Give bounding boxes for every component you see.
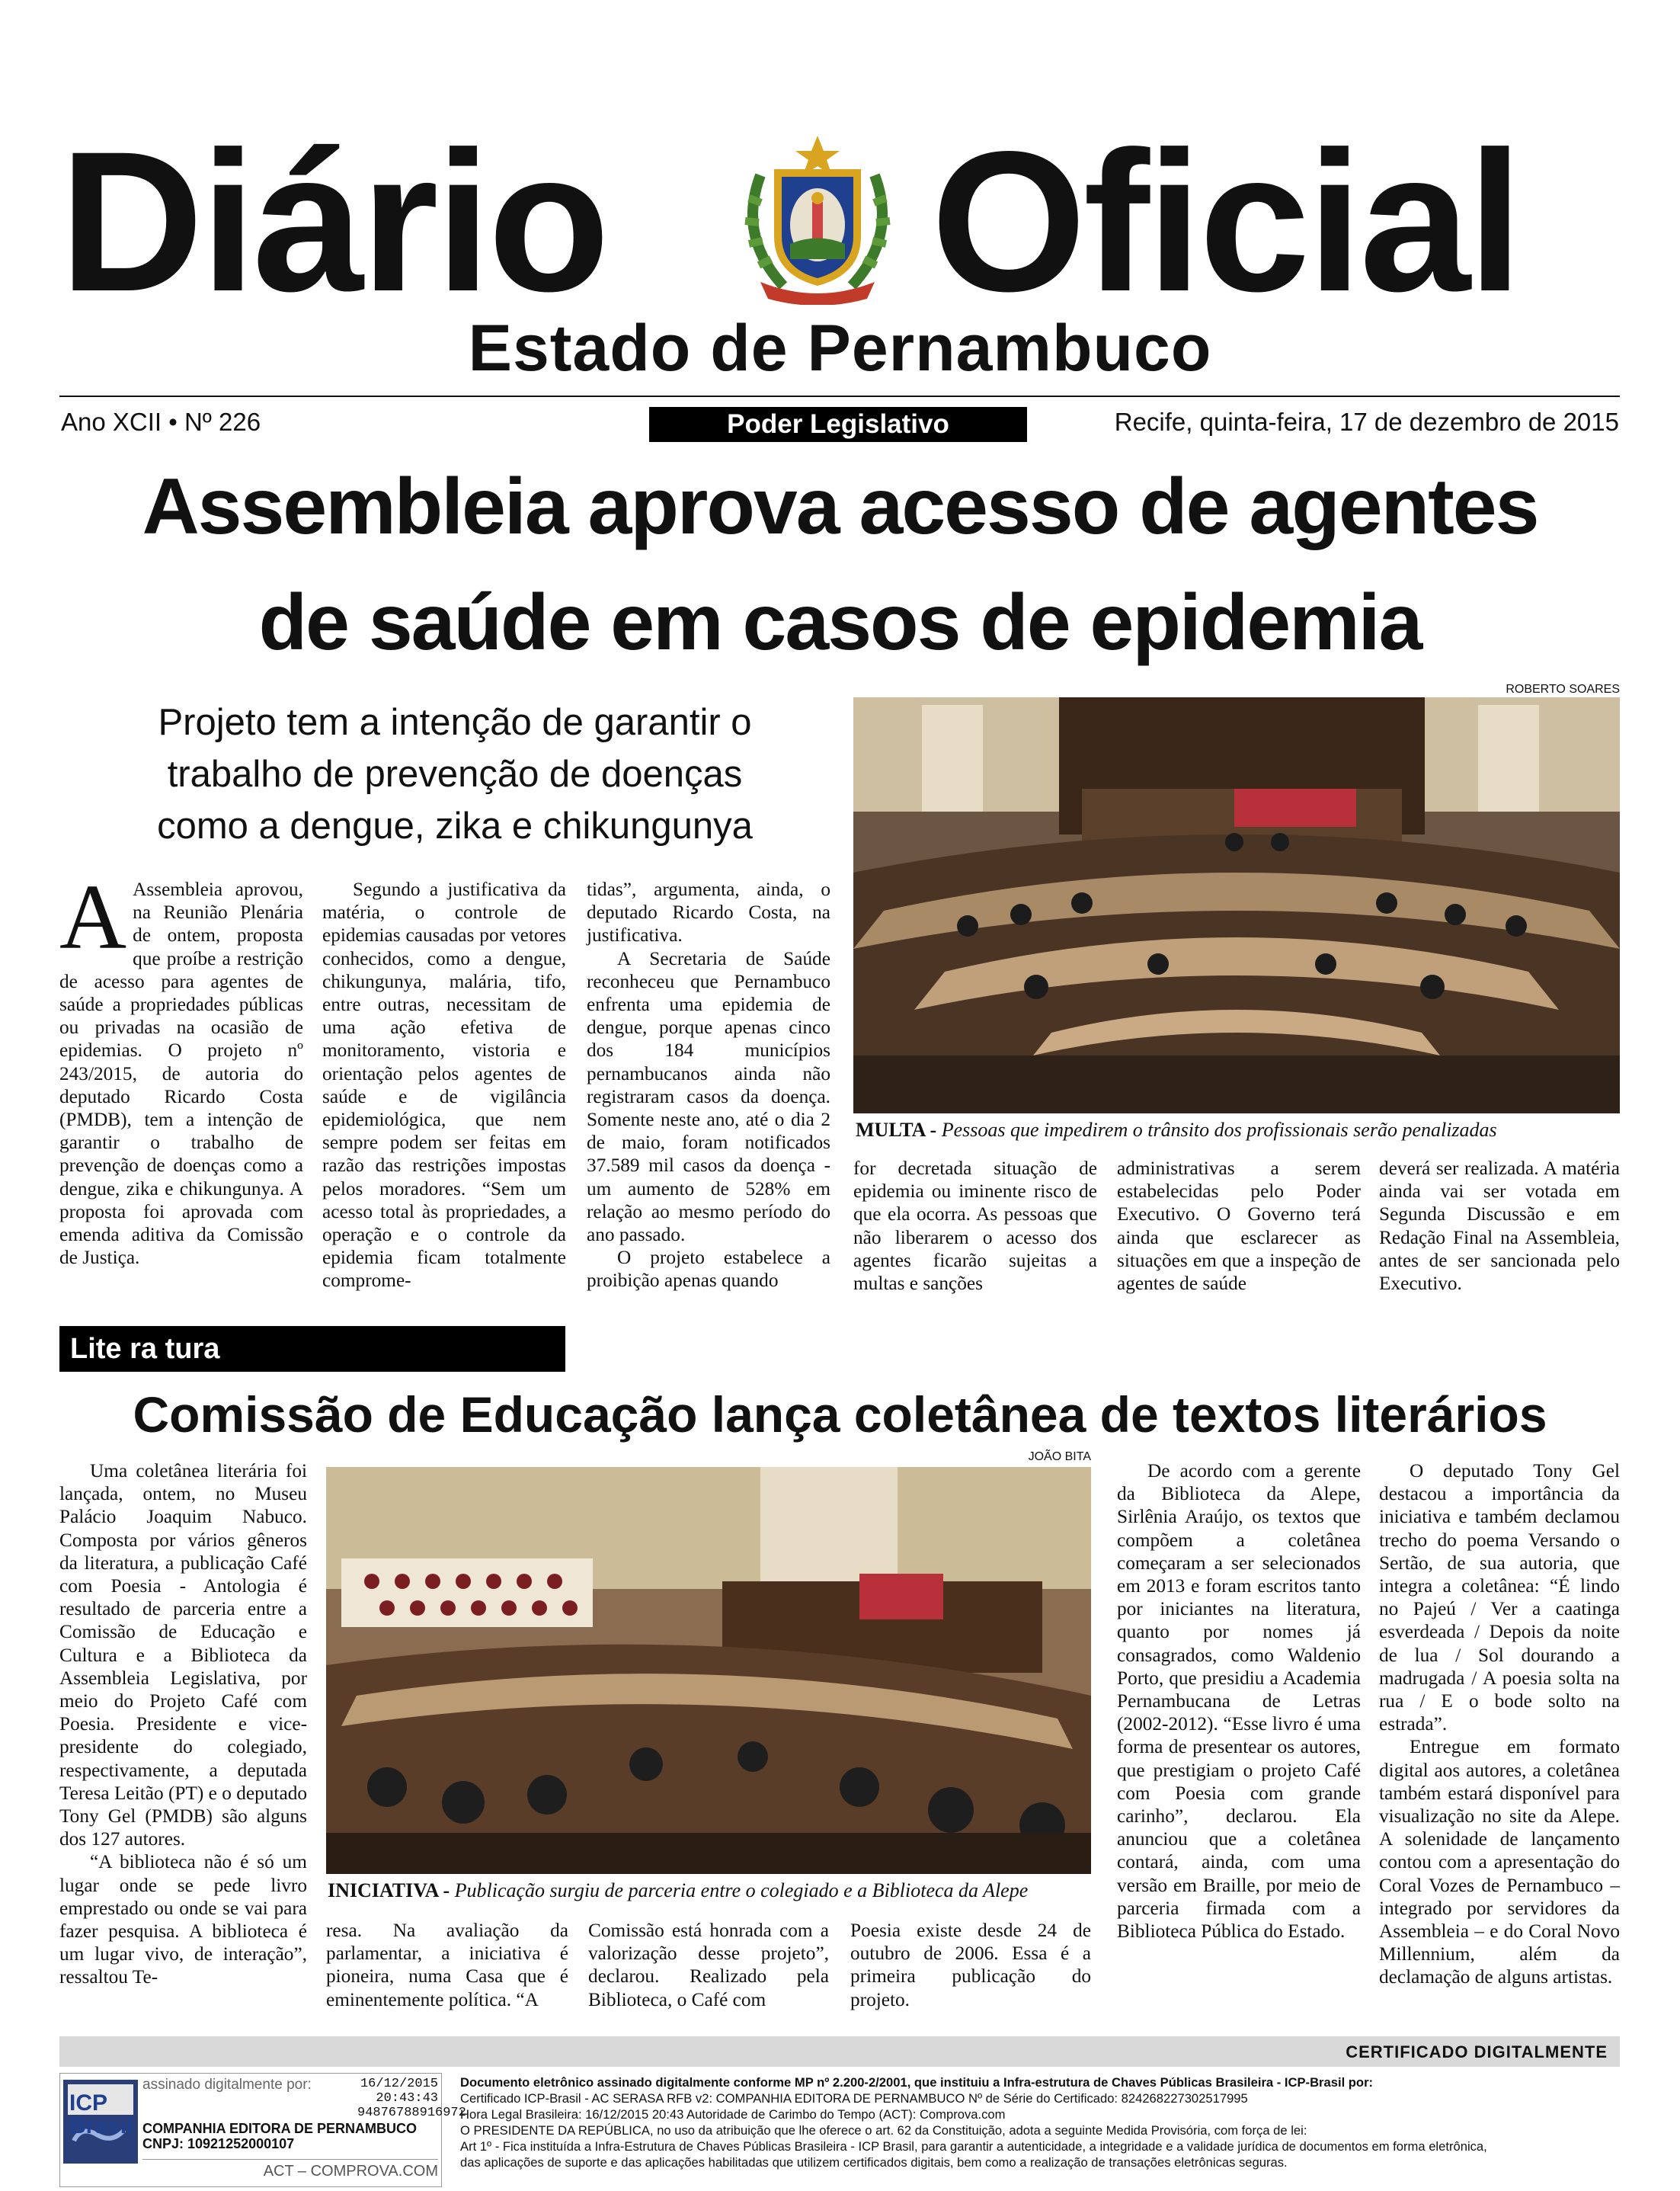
second-column-6 — [1379, 1459, 1620, 1989]
second-column-5 — [1117, 1459, 1361, 1943]
lead-headline-line1: Assembleia aprova acesso de agentes — [142, 463, 1538, 551]
seal-signed-by: assinado digitalmente por: — [142, 2077, 312, 2093]
footer-line-5: Art 1º - Fica instituída a Infra-Estrutura de Chaves Públicas Brasileira - ICP Brasil, para garantir a autenticidade, a integridade e a validade jurídica de documentos em forma eletrônica, — [460, 2139, 1487, 2154]
lead-column-2 — [322, 878, 566, 1292]
seal-code: 94876788916972 — [357, 2106, 466, 2120]
second-photo-event — [326, 1467, 1091, 1874]
lead-col2-text: Segundo a justificativa da matéria, o controle de epidemias causadas por vetores conhecidos, como a dengue, chikungunya, malária, tifo, entre outras, necessitam de uma ação efetiva de monitoramento, vistoria e orientação pelos agentes de saúde e de vigilância epidemiológica, que nem sempre podem ser feitas em razão das restrições impostas pelos moradores. “Sem um acesso total às propriedades, a operação e o controle da epidemia ficam totalmente comprome- — [322, 879, 566, 1292]
lead-deck-line1: Projeto tem a intenção de garantir o — [158, 702, 752, 743]
footer-line-4: O PRESIDENTE DA REPÚBLICA, no uso da atribuição que lhe oferece o art. 62 da Constituição, adota a seguinte Medida Provisória, com força de lei: — [460, 2123, 1307, 2138]
lead-column-6 — [1379, 1157, 1620, 1295]
lead-column-3 — [587, 878, 830, 1292]
lead-dropcap: A — [59, 866, 127, 969]
lead-column-5 — [1117, 1157, 1361, 1295]
second-col1-p1: Uma coletânea literária foi lançada, ontem, no Museu Palácio Joaquim Nabuco. Composta por vários gêneros da literatura, a publicação Café com Poesia - Antologia é resultado de parceria entre a Comissão de Educação e Cultura e a Biblioteca da Assembleia Legislativa, por meio do Projeto Café com Poesia. Presidente e vice-presidente do colegiado, respectivamente, a deputada Teresa Leitão (PT) e o deputado Tony Gel (PMDB) são alguns dos 127 autores. — [59, 1460, 307, 1850]
literature-section-badge: Lite ra tura — [59, 1326, 565, 1372]
lead-photo-caption — [856, 1119, 1497, 1142]
second-col4-text: Poesia existe desde 24 de outubro de 2006. Essa é a primeira publicação do projeto. — [850, 1920, 1091, 2010]
second-col3-text: Comissão está honrada com a valorização desse projeto”, declarou. Realizado pela Biblioteca, o Café com — [588, 1920, 829, 2010]
lead-column-4 — [853, 1157, 1097, 1295]
seal-act: ACT – COMPROVA.COM — [142, 2159, 438, 2180]
lead-col5-text: administrativas a serem estabelecidas pelo Poder Executivo. O Governo terá ainda que esclarecer as situações em que a inspeção de agentes de saúde — [1117, 1158, 1361, 1295]
lead-col3-p3: O projeto estabelece a proibição apenas quando — [587, 1247, 830, 1292]
second-column-1 — [59, 1459, 307, 1989]
lead-deck-line2: trabalho de prevenção de doenças — [167, 754, 743, 795]
digital-signature-seal — [59, 2073, 466, 2187]
second-photo-caption — [328, 1879, 1028, 1902]
lead-photo-plenary — [853, 697, 1620, 1113]
second-column-4 — [850, 1919, 1091, 2011]
masthead-rule — [59, 396, 1620, 397]
lead-deck — [59, 697, 850, 852]
lead-caption-label: MULTA - — [856, 1119, 942, 1141]
lead-headline-line2: de saúde em casos de epidemia — [258, 578, 1422, 667]
second-col6-p1: O deputado Tony Gel destacou a importância da iniciativa e também declamou trecho do poema Versando o Sertão, de sua autoria, que integra a coletânea: “É lindo no Pajeú / Ver a caatinga esverdeada / Depois da noite de lua / Sol dourando a madrugada / A poesia solta na rua / E o bode solto na estrada”. — [1379, 1460, 1620, 1735]
masthead-title-right: Oficial — [931, 110, 1520, 333]
lead-deck-line3: como a dengue, zika e chikungunya — [157, 806, 753, 847]
seal-timestamp — [357, 2077, 466, 2120]
second-photo-credit: JOÃO BITA — [1028, 1450, 1091, 1463]
footer-legal-text — [460, 2074, 1487, 2170]
lead-col1-text: Assembleia aprovou, na Reunião Plenária de ontem, proposta que proíbe a restrição de acesso para agentes de saúde a propriedades públicas ou privadas na ocasião de epidemias. O projeto nº 243/2015, de autoria do deputado Ricardo Costa (PMDB), tem a intenção de garantir o trabalho de prevenção de doenças como a dengue, zika e chikungunya. A proposta foi aprovada com emenda aditiva da Comissão de Justiça. — [59, 879, 303, 1269]
second-caption-label: INICIATIVA - — [328, 1879, 455, 1901]
edition-number: Ano XCII • Nº 226 — [61, 408, 261, 436]
edition-date: Recife, quinta-feira, 17 de dezembro de 2015 — [1114, 408, 1619, 436]
masthead-title-left: Diário — [59, 110, 607, 333]
lead-photo-credit: ROBERTO SOARES — [1506, 683, 1620, 696]
footer-line-3: Hora Legal Brasileira: 16/12/2015 20:43 Autoridade de Carimbo do Tempo (ACT): Comprova.com — [460, 2107, 1006, 2122]
certified-label: CERTIFICADO DIGITALMENTE — [1346, 2042, 1608, 2061]
lead-col6-text: deverá ser realizada. A matéria ainda vai ser votada em Segunda Discussão e em Redação Final na Assembleia, antes de ser sancionada pelo Executivo. — [1379, 1158, 1620, 1295]
second-col2-text: resa. Na avaliação da parlamentar, a iniciativa é pioneira, numa Casa que é eminentemente política. “A — [326, 1920, 568, 2010]
lead-col3-p2: A Secretaria de Saúde reconheceu que Pernambuco enfrenta uma epidemia de dengue, porque apenas cinco dos 184 municípios pernambucanos ainda não registraram casos da doença. Somente neste ano, até o dia 2 de maio, foram notificados 37.589 mil casos da doença - um aumento de 528% em relação ao mesmo período do ano passado. — [587, 947, 830, 1246]
lead-col3-p1: tidas”, argumenta, ainda, o deputado Ricardo Costa, na justificativa. — [587, 879, 830, 947]
second-column-3 — [588, 1919, 829, 2011]
icp-brasil-brand: ICP Brasil — [69, 2090, 133, 2138]
second-column-2 — [326, 1919, 568, 2011]
second-col5-text: De acordo com a gerente da Biblioteca da Alepe, Sirlênia Araújo, os textos que compõem a coletânea começaram a ser selecionados em 2013 e foram escritos tanto por iniciantes na literatura, quanto por nomes já consagrados, como Waldenio Porto, que presidiu a Academia Pernambucana de Letras (2002-2012). “Esse livro é uma forma de presentear os autores, que prestigiam o projeto Café com Poesia com grande carinho”, declarou. Ela anunciou que a coletânea contará, ainda, com uma versão em Braille, por meio de parceria firmada com a Biblioteca Pública do Estado. — [1117, 1460, 1361, 1943]
seal-date: 16/12/2015 — [360, 2077, 438, 2091]
seal-cnpj: CNPJ: 10921252000107 — [142, 2136, 295, 2151]
lead-col4-text: for decretada situação de epidemia ou iminente risco de que ela ocorra. As pessoas que não liberarem o acesso dos agentes ficarão sujeitas a multas e sanções — [853, 1158, 1097, 1295]
lead-column-1 — [59, 866, 303, 1269]
second-col1-p2: “A biblioteca não é só um lugar onde se pede livro emprestado ou onde se vai para fazer pesquisa. A biblioteca é um lugar vivo, de interação”, ressaltou Te- — [59, 1851, 307, 1988]
second-col6-p2: Entregue em formato digital aos autores, a coletânea também estará disponível para visualização no site da Alepe. A solenidade de lançamento contou com a apresentação do Coral Vozes de Pernambuco – integrado por servidores da Assembleia – e do Coral Novo Millennium, além da declamação de alguns artistas. — [1379, 1736, 1620, 1988]
footer-line-2: Certificado ICP-Brasil - AC SERASA RFB v2: COMPANHIA EDITORA DE PERNAMBUCO Nº de Série do Certificado: 824268227302517995 — [460, 2091, 1248, 2106]
certified-banner — [59, 2036, 1620, 2067]
section-badge: Poder Legislativo — [649, 407, 1027, 442]
second-headline: Comissão de Educação lança coletânea de textos literários — [133, 1386, 1547, 1443]
footer-line-6: das aplicações de suporte e das aplicações habilitadas que utilizem certificados digitais, bem como a realização de transações eletrônicas seguras. — [460, 2155, 1288, 2170]
state-coat-of-arms-icon — [730, 130, 905, 305]
second-caption-text: Publicação surgiu de parceria entre o colegiado e a Biblioteca da Alepe — [454, 1879, 1029, 1901]
seal-time: 20:43:43 — [376, 2091, 438, 2106]
lead-caption-text: Pessoas que impedirem o trânsito dos profissionais serão penalizadas — [941, 1119, 1497, 1141]
footer-line-1: Documento eletrônico assinado digitalmente conforme MP nº 2.200-2/2001, que instituiu a Infra-estrutura de Chaves Públicas Brasileira - ICP-Brasil por: — [460, 2075, 1374, 2090]
masthead-subtitle: Estado de Pernambuco — [468, 312, 1212, 385]
seal-company: COMPANHIA EDITORA DE PERNAMBUCO — [142, 2121, 418, 2136]
